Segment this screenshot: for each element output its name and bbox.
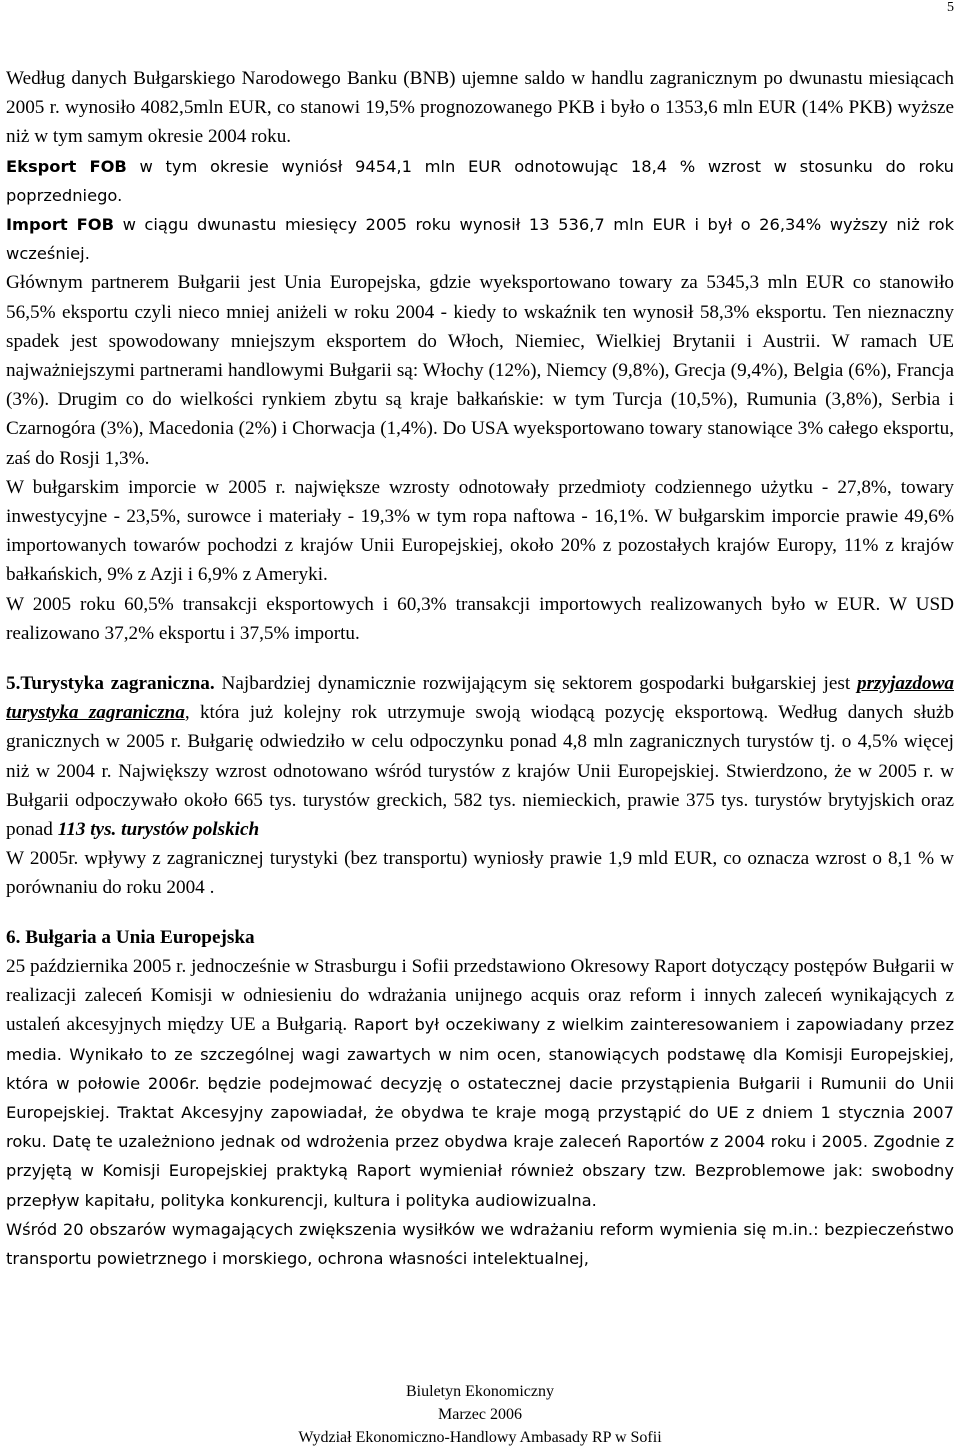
paragraph-trade-balance: Według danych Bułgarskiego Narodowego Banku (BNB) ujemne saldo w handlu zagranicznym po dwunastu miesiącach 2005 r. wynosiło 4082,5mln EUR, co stanowi 19,5% prognozowanego PKB i było o 1353,6 mln EUR (14% PKB) wyższe niż w tym samym okresie 2004 roku. [6, 68, 954, 148]
paragraph-partners: Głównym partnerem Bułgarii jest Unia Europejska, gdzie wyeksportowano towary za 5345,3 mln EUR co stanowiło 56,5% eksportu czyli nieco mniej aniżeli w roku 2004 - kiedy to wskaźnik ten wynosił 58,3% eksportu. Ten nieznaczny spadek jest spowodowany mniejszym eksportem do Włoch, Niemiec, Wielkiej Brytanii i Austrii. W ramach UE najważniejszymi partnerami handlowymi Bułgarii są: Włochy (12%), Niemcy (9,8%), Grecja (9,4%), Belgia (6%), Francja (3%). Drugim co do wielkości rynkiem zbytu są kraje bałkańskie: w tym Turcja (10,5%), Rumunia (3,8%), Serbia i Czarnogóra (3%), Macedonia (2%) i Chorwacja (1,4%). Do USA wyeksportowano towary stanowiące 3% całego eksportu, zaś do Rosji 1,3%. [6, 272, 954, 469]
section-6-heading: 6. Bułgaria a Unia Europejska [6, 926, 255, 948]
page-number: 5 [947, 0, 954, 15]
spacer [6, 903, 954, 923]
paragraph-export [6, 152, 954, 210]
tourism-emphasis: przyjazdowa turystyka zagraniczna [6, 673, 955, 724]
paragraph-tourism-revenue: W 2005r. wpływy z zagranicznej turystyki (bez transportu) wyniosły prawie 1,9 mld EUR, co oznacza wzrost o 8,1 % w porównaniu do roku 2004 . [6, 848, 954, 899]
paragraph-currency: W 2005 roku 60,5% transakcji eksportowych i 60,3% transakcji importowych realizowanych było w EUR. W USD realizowano 37,2% eksportu i 37,5% importu. [6, 593, 954, 644]
paragraph-import-structure: W bułgarskim imporcie w 2005 r. największe wzrosty odnotowały przedmioty codziennego użytku - 27,8%, towary inwestycyjne - 23,5%, surowce i materiały - 19,3% w tym ropa naftowa - 16,1%. W bułgarskim imporcie prawie 49,6% importowanych towarów pochodzi z krajów Unii Europejskiej, około 20% z pozostałych krajów Europy, 11% z krajów bałkańskich, 9% z Azji i 6,9% z Ameryki. [6, 476, 954, 586]
import-label: Import FOB [6, 215, 115, 235]
paragraph-eu-report [6, 952, 954, 1215]
footer-department: Wydział Ekonomiczno-Handlowy Ambasady RP w Sofii [298, 1429, 662, 1446]
export-label: Eksport FOB [6, 156, 127, 176]
page-footer [0, 1380, 960, 1449]
document-body [6, 64, 954, 1273]
footer-bulletin: Biuletyn Ekonomiczny [406, 1383, 554, 1400]
footer-date: Marzec 2006 [438, 1406, 522, 1423]
spacer [6, 648, 954, 669]
export-text: w tym okresie wyniósł 9454,1 mln EUR odnotowując 18,4 % wzrost w stosunku do roku poprzedniego. [6, 156, 954, 205]
eu-report-text: 25 października 2005 r. jednocześnie w Strasburgu i Sofii przedstawiono Okresowy Raport dotyczący postępów Bułgarii w realizacji zaleceń Komisji w odniesieniu do wdrażania unijnego acquis oraz reform i innych zaleceń wynikających z ustaleń akcesyjnych między UE a Bułgarią. [6, 955, 954, 1036]
paragraph-import [6, 210, 954, 268]
tourism-polish-tourists: 113 tys. turystów polskich [57, 819, 260, 841]
tourism-text-2: , która już kolejny rok utrzymuje swoją wiodącą pozycję eksportową. Według danych służb granicznych w 2005 r. Bułgarię odwiedziło w celu odpoczynku ponad 4,8 mln zagranicznych turystów tj. o 4,5% więcej niż w 2004 r. Największy wzrost odnotowano wśród turystów z krajów Unii Europejskiej. Stwierdzono, że w 2005 r. w Bułgarii odpoczywało około 665 tys. turystów greckich, 582 tys. niemieckich, prawie 375 tys. turystów brytyjskich oraz ponad [6, 702, 954, 841]
import-text: w ciągu dwunastu miesięcy 2005 roku wynosił 13 536,7 mln EUR i był o 26,34% wyższy niż rok wcześniej. [6, 215, 954, 264]
section-tourism [6, 669, 954, 844]
paragraph-eu-areas: Wśród 20 obszarów wymagających zwiększenia wysiłków we wdrażaniu reform wymienia się m.in.: bezpieczeństwo transportu powietrznego i morskiego, ochrona własności intelektualnej, [6, 1219, 954, 1268]
tourism-text-1: Najbardziej dynamicznie rozwijającym się sektorem gospodarki bułgarskiej jest [214, 673, 857, 695]
eu-report-text-sans: Raport był oczekiwany z wielkim zainteresowaniem i zapowiadany przez media. Wynikało to ze szczególnej wagi zawartych w nim ocen, stanowiących podstawę dla Komisji Europejskiej, która w połowie 2006r. będzie podejmować decyzję o ostatecznej dacie przystąpienia Bułgarii i Rumunii do Unii Europejskiej. Traktat Akcesyjny zapowiadał, że obydwa te kraje mogą przystąpić do UE z dniem 1 stycznia 2007 roku. Datę te uzależniono jednak od wdrożenia przez obydwa kraje zaleceń Raportów z 2004 roku i 2005. Zgodnie z przyjętą w Komisji Europejskiej praktyką Raport wymieniał również obszary tzw. Bezproblemowe jak: swobodny przepływ kapitału, polityka konkurencji, kultura i polityka audiowizualna. [6, 1015, 955, 1210]
section-5-heading: 5.Turystyka zagraniczna. [6, 673, 215, 695]
